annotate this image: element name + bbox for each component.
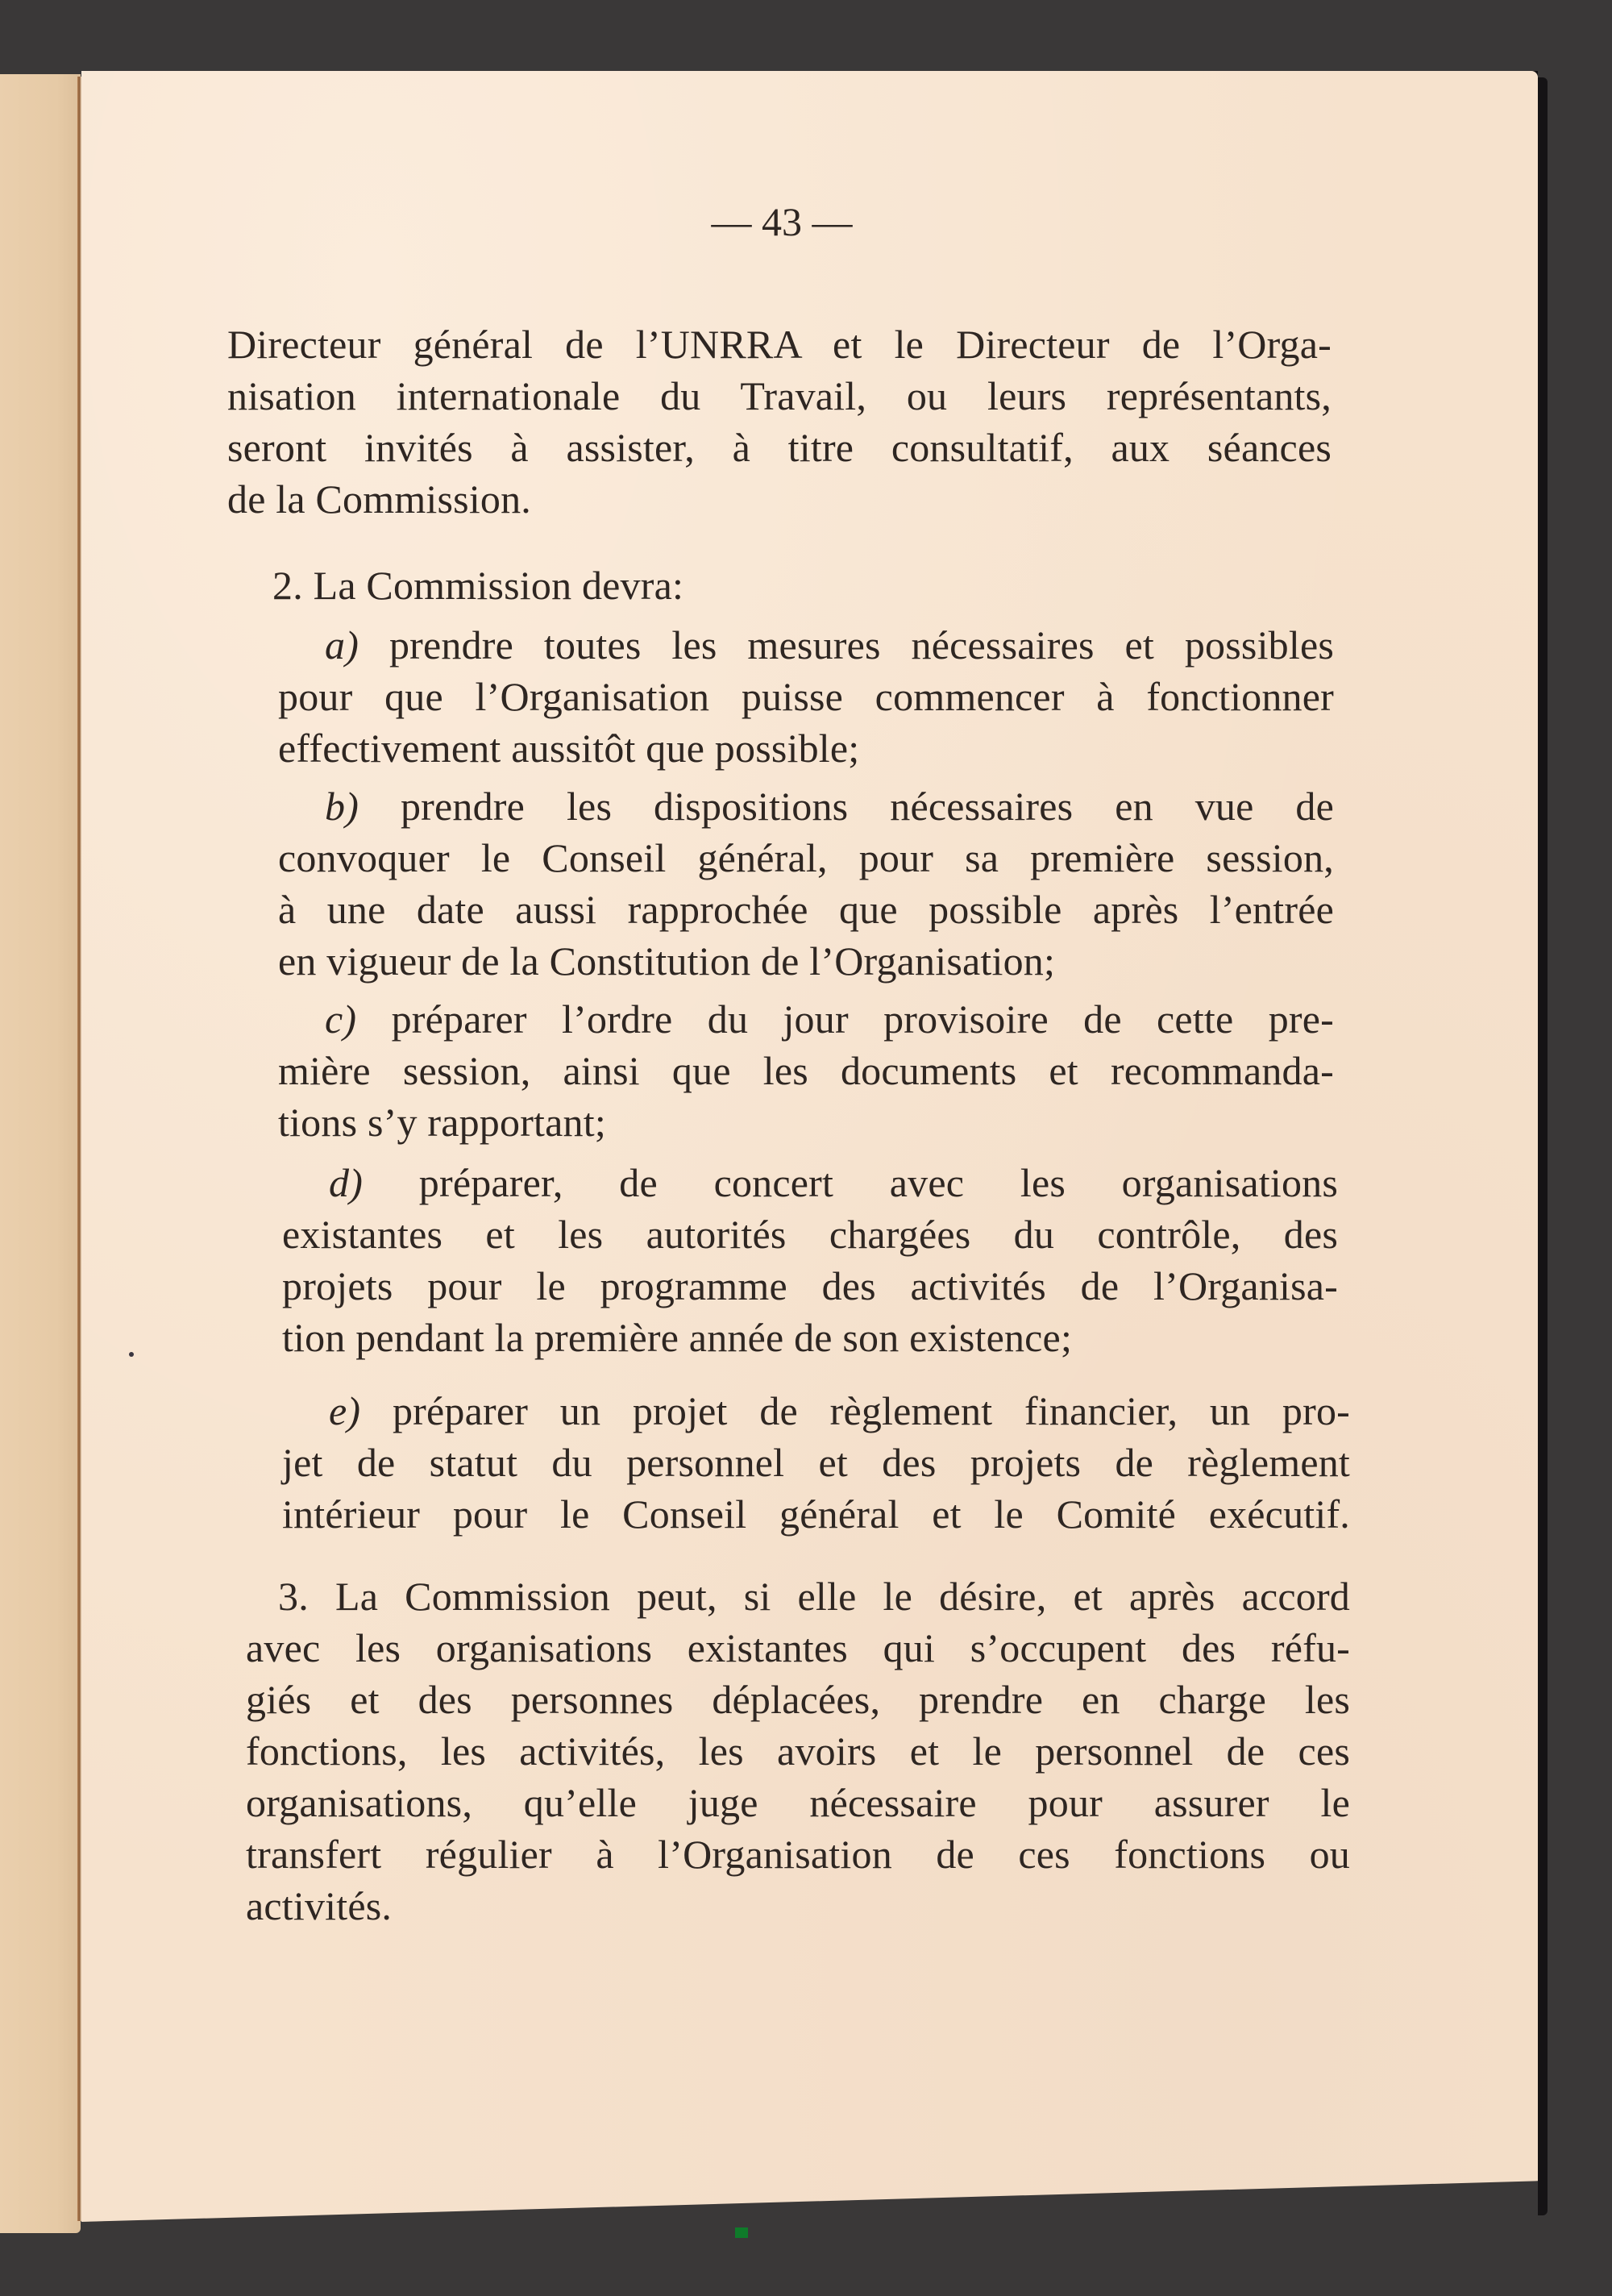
text-line: de la Commission. [227, 476, 532, 522]
text-line: d) préparer, de concert avec les organisations [329, 1160, 1339, 1205]
text-line: fonctions, les activités, les avoirs et le personnel de ces [246, 1728, 1350, 1774]
page-edge-shadow [1538, 77, 1548, 2215]
text-line: intérieur pour le Conseil général et le Comité exécutif. [282, 1491, 1350, 1537]
text-line: avec les organisations existantes qui s’occupent des réfu- [246, 1625, 1350, 1670]
text-line: tions s’y rapportant; [278, 1100, 606, 1145]
facing-page-edge [0, 74, 81, 2233]
text-line: effectivement aussitôt que possible; [278, 726, 860, 771]
list-item-d [282, 1157, 1338, 1363]
text-line: transfert régulier à l’Organisation de ces fonctions ou [246, 1832, 1350, 1877]
text-line: e) préparer un projet de règlement financier, un pro- [329, 1388, 1350, 1433]
item-label: a) [325, 622, 359, 668]
intro-paragraph [227, 318, 1332, 525]
item-label: b) [325, 784, 359, 829]
list-item-b [278, 780, 1334, 987]
item-label: e) [329, 1388, 361, 1433]
scan-marker [735, 2227, 748, 2238]
text-line: pour que l’Organisation puisse commencer à fonctionner [278, 674, 1334, 719]
text-line: giés et des personnes déplacées, prendre en charge les [246, 1677, 1350, 1722]
text-line: organisations, qu’elle juge nécessaire pour assurer le [246, 1780, 1350, 1825]
text-line: tion pendant la première année de son existence; [282, 1315, 1073, 1360]
list-item-e [282, 1385, 1350, 1540]
text-line: convoquer le Conseil général, pour sa première session, [278, 835, 1334, 880]
text-line: à une date aussi rapprochée que possible après l’entrée [278, 887, 1334, 932]
list-item-c [278, 993, 1334, 1148]
heading-text: 2. La Commission devra: [272, 563, 684, 608]
text-line: mière session, ainsi que les documents et recommanda- [278, 1048, 1334, 1093]
section-2-heading [272, 559, 1320, 611]
text-line: activités. [246, 1883, 393, 1928]
text-line: existantes et les autorités chargées du contrôle, des [282, 1212, 1338, 1257]
paper-speck [129, 1352, 134, 1357]
section-3-paragraph [246, 1570, 1350, 1932]
page-number: — 43 — [711, 199, 853, 244]
text-line: b) prendre les dispositions nécessaires en vue de [325, 784, 1334, 829]
text-line: c) préparer l’ordre du jour provisoire de cette pre- [325, 996, 1334, 1042]
text-line: en vigueur de la Constitution de l’Organisation; [278, 938, 1056, 984]
text-line: Directeur général de l’UNRRA et le Directeur de l’Orga- [227, 322, 1332, 367]
text-line: projets pour le programme des activités de l’Organisa- [282, 1263, 1338, 1308]
text-line: jet de statut du personnel et des projets de règlement [282, 1440, 1350, 1485]
text-line: 3. La Commission peut, si elle le désire, et après accord [278, 1574, 1350, 1619]
book-gutter [77, 77, 81, 2221]
text-line: a) prendre toutes les mesures nécessaires et possibles [325, 622, 1334, 668]
item-label: d) [329, 1160, 364, 1205]
list-item-a [278, 619, 1334, 774]
text-line: nisation internationale du Travail, ou leurs représentants, [227, 373, 1332, 418]
item-label: c) [325, 996, 357, 1042]
text-line: seront invités à assister, à titre consultatif, aux séances [227, 425, 1332, 470]
